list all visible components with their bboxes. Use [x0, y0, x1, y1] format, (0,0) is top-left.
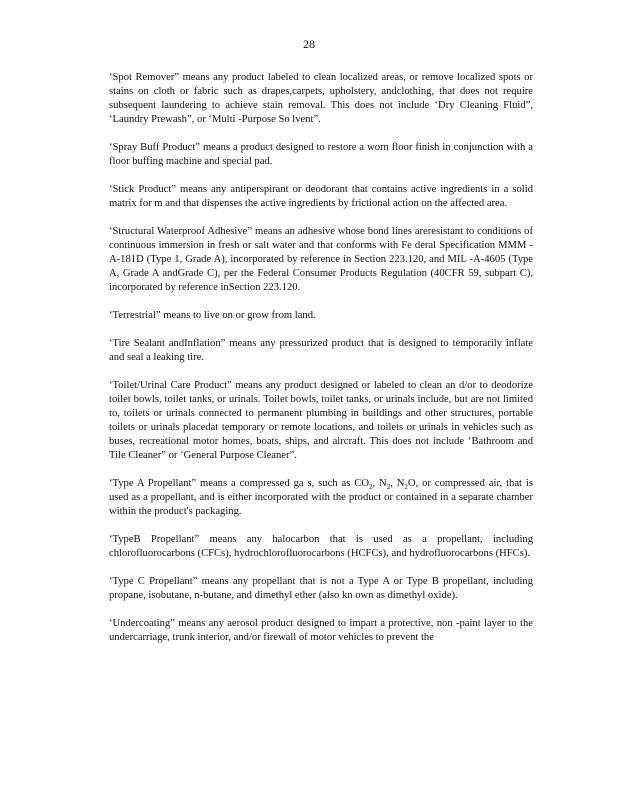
definition-toilet-urinal-care: ‘Toilet/Urinal Care Product” means any product designed or labeled to clean an d/or to deodorize toilet bowls, toilet tanks, or urinals. Toilet bowls, toilet tanks, or urinals include, but are not limited to, toilets or urinals connected to permanent plumbing in buildings and other structures, portable toilets or urinals placedat temporary or remote locations, and toilets or urinals in vehicles such as buses, recreational motor homes, boats, ships, and aircraft. This does not include ‘Bathroom and Tile Cleaner” or ‘General Purpose Cleaner”.: [109, 380, 533, 461]
type-a-text-mid2: , N: [390, 478, 405, 489]
definitions-body: [109, 71, 533, 659]
definition-type-a-propellant: [109, 477, 533, 519]
definition-tire-sealant: ‘Tire Sealant andInflation” means any pressurized product that is designed to temporarily inflate and seal a leaking tire.: [109, 338, 533, 363]
n2o-subscript: 2: [404, 483, 408, 492]
type-a-text-start: ‘Type A Propellant” means a compressed ga s, such as CO: [109, 478, 369, 489]
definition-spray-buff-product: ‘Spray Buff Product” means a product designed to restore a worn floor finish in conjunction with a floor buffing machine and special pad.: [109, 142, 533, 167]
page-number: 28: [303, 37, 315, 51]
definition-structural-waterproof-adhesive: ‘Structural Waterproof Adhesive” means an adhesive whose bond lines areresistant to conditions of continuous immersion in fresh or salt water and that conforms with Fe deral Specification MMM -A-181D (Type 1, Grade A), incorporated by reference in Section 223.120, and MIL -A-4605 (Type A, Grade A andGrade C), per the Federal Consumer Products Regulation (40CFR 59, subpart C), incorporated by reference inSection 223.120.: [109, 226, 533, 293]
type-a-text-mid1: , N: [372, 478, 387, 489]
definition-undercoating: ‘Undercoating” means any aerosol product designed to impart a protective, non -paint layer to the undercarriage, trunk interior, and/or firewall of motor vehicles to prevent the: [109, 618, 533, 643]
definition-stick-product: ‘Stick Product” means any antiperspirant or deodorant that contains active ingredients in a solid matrix for m and that dispenses the active ingredients by frictional action on the affected area.: [109, 184, 533, 209]
co2-subscript: 2: [368, 483, 373, 492]
definition-terrestrial: ‘Terrestrial” means to live on or grow from land.: [109, 310, 316, 321]
definition-type-c-propellant: ‘Type C Propellant” means any propellant that is not a Type A or Type B propellant, including propane, isobutane, n-butane, and dimethyl ether (also kn own as dimethyl oxide).: [109, 576, 533, 601]
definition-type-b-propellant: ‘TypeB Propellant” means any halocarbon that is used as a propellant, including chlorofluorocarbons (CFCs), hydrochlorofluorocarbons (HCFCs), and hydrofluorocarbons (HFCs).: [109, 534, 533, 559]
type-a-text-end: O, or compressed air, that is used as a propellant, and is either incorporated with the product or contained in a separate chamber within the product's packaging.: [109, 478, 533, 517]
definition-spot-remover: ‘Spot Remover” means any product labeled to clean localized areas, or remove localized spots or stains on cloth or fabric such as drapes,carpets, upholstery, andclothing, that does not require subsequent laundering to achieve stain removal. This does not include ‘Dry Cleaning Fluid”, ‘Laundry Prewash”, or ‘Multi -Purpose So lvent”.: [109, 72, 533, 125]
n2-subscript: 2: [386, 483, 391, 492]
